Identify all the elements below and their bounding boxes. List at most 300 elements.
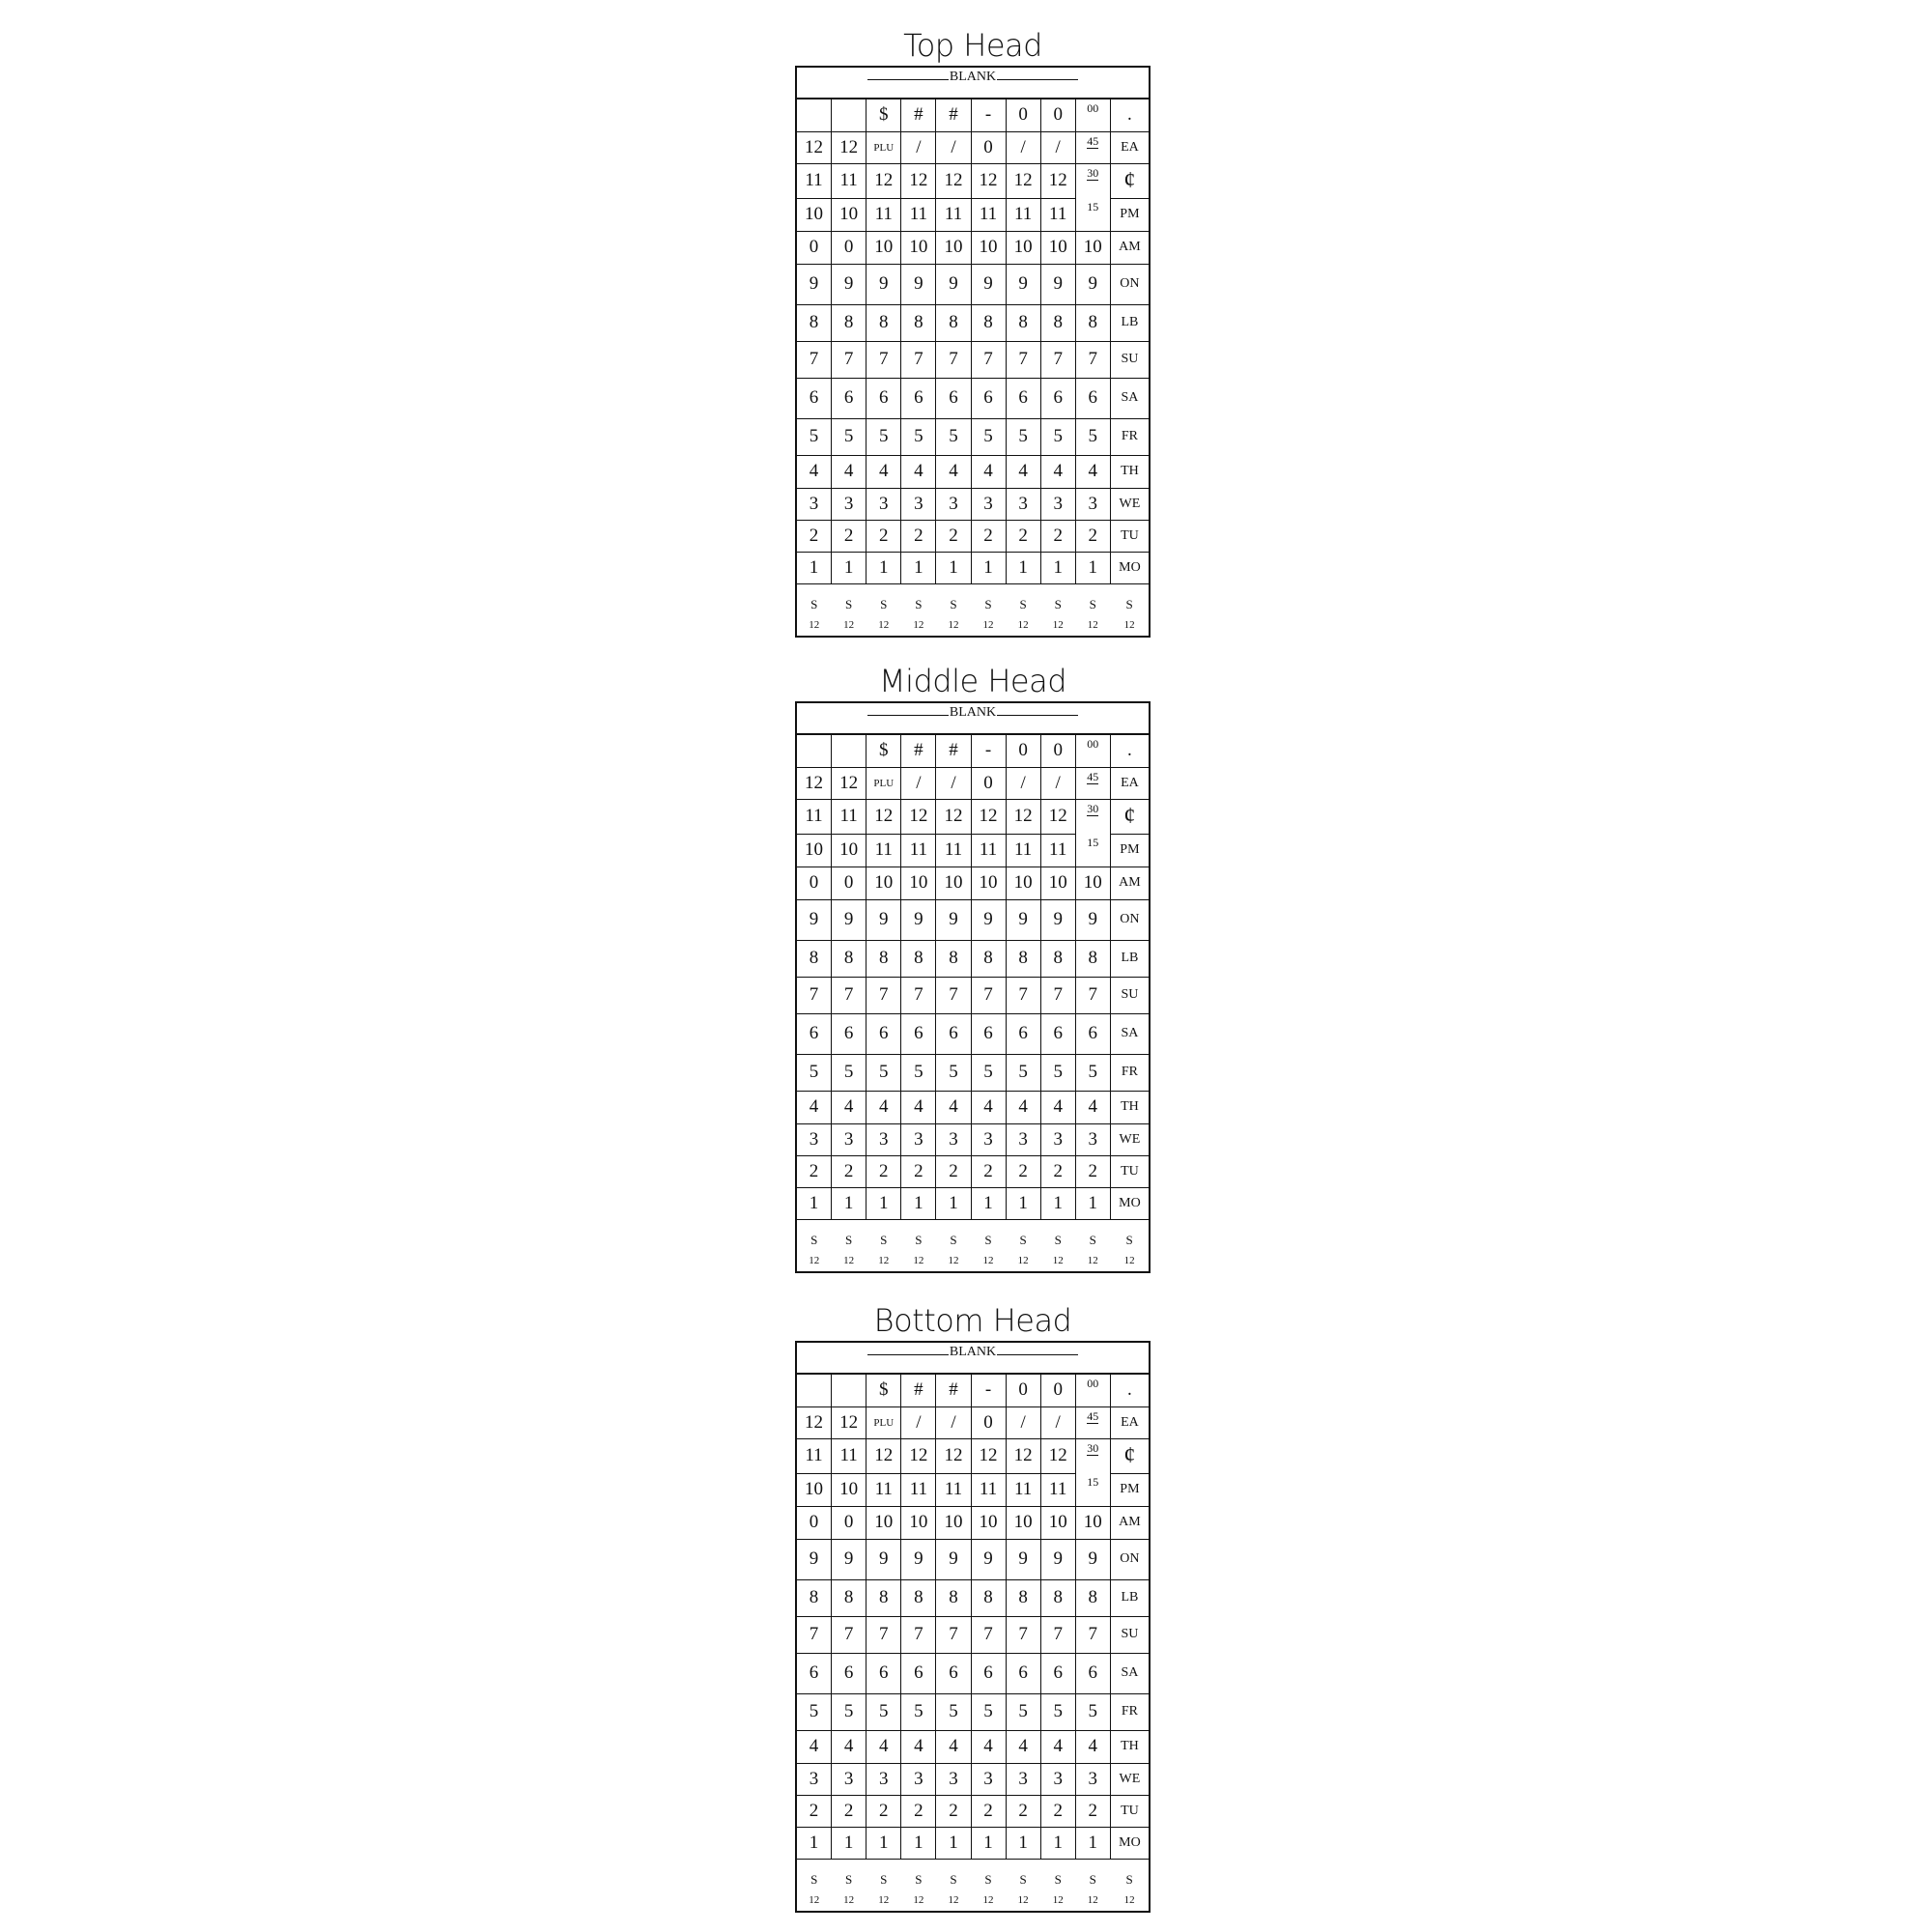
- key-cell: [971, 341, 1006, 378]
- key-cell: [832, 1187, 867, 1219]
- n-cell: 12: [1087, 1255, 1098, 1266]
- key-label: 8: [949, 1587, 958, 1607]
- key-cell: [1006, 867, 1040, 899]
- key-label: 4: [1053, 461, 1063, 481]
- key-cell: [971, 552, 1006, 583]
- key-label: /: [1055, 1411, 1061, 1433]
- key-label: 5: [1053, 1062, 1063, 1082]
- key-label: 11: [979, 204, 998, 224]
- key-label: 1: [1088, 1192, 1098, 1213]
- key-label: 8: [1088, 312, 1098, 332]
- s-cell: S: [1040, 1219, 1075, 1248]
- key-label: 1: [914, 556, 923, 578]
- key-cell: [936, 163, 971, 198]
- key-label: /: [1055, 136, 1061, 157]
- key-cell: [867, 1375, 901, 1406]
- key-cell: [832, 1091, 867, 1123]
- key-row: [797, 198, 1149, 231]
- key-cell: [797, 1506, 832, 1539]
- key-cell: [1075, 455, 1110, 488]
- key-cell: [971, 1795, 1006, 1827]
- key-label: 9: [983, 1548, 993, 1569]
- key-cell: [1006, 552, 1040, 583]
- key-label: 11: [805, 806, 823, 826]
- key-cell: [971, 867, 1006, 899]
- key-cell: [1075, 1539, 1110, 1579]
- key-label: 12: [1048, 1445, 1067, 1465]
- key-label: 8: [809, 1587, 819, 1607]
- key-cell: [867, 1730, 901, 1763]
- key-label: 11: [979, 1479, 998, 1499]
- key-cell: [832, 1375, 867, 1406]
- key-cell: [1006, 977, 1040, 1013]
- n-cell: 12: [1017, 619, 1029, 631]
- key-cell: [1040, 1506, 1075, 1539]
- key-row: [797, 735, 1149, 767]
- key-label: 12: [1048, 170, 1067, 190]
- key-cell: [1040, 552, 1075, 583]
- key-cell: [971, 231, 1006, 264]
- key-label: 6: [1053, 1662, 1063, 1683]
- key-label: 2: [914, 525, 923, 546]
- s-cell: S: [832, 1219, 867, 1248]
- key-cell: [797, 1579, 832, 1616]
- key-label: 9: [914, 1548, 923, 1569]
- key-label: 12: [909, 1445, 928, 1465]
- key-cell: [1006, 1795, 1040, 1827]
- key-label: 2: [809, 1800, 819, 1821]
- key-label: 7: [949, 1624, 958, 1644]
- key-cell: [1040, 1155, 1075, 1187]
- key-label: 11: [944, 1479, 963, 1499]
- key-cell: [1040, 1827, 1075, 1859]
- key-cell: [971, 1155, 1006, 1187]
- key-row: [797, 1539, 1149, 1579]
- key-label: 1: [843, 1832, 854, 1853]
- key-cell: [1006, 735, 1040, 767]
- s-cell: S: [1006, 1219, 1040, 1248]
- key-cell: [1006, 1123, 1040, 1155]
- key-label: 5: [843, 1701, 854, 1721]
- key-label: ¢: [1123, 803, 1136, 829]
- key-label: AM: [1119, 875, 1141, 890]
- key-label: 5: [843, 1062, 854, 1082]
- key-cell: [797, 767, 832, 799]
- key-cell: [1075, 341, 1110, 378]
- key-cell: [971, 1539, 1006, 1579]
- key-label: /: [951, 772, 956, 793]
- key-cell: [1006, 455, 1040, 488]
- key-label: 7: [983, 349, 993, 369]
- key-cell: [971, 899, 1006, 940]
- key-cell: [867, 488, 901, 520]
- key-label: 5: [879, 1701, 889, 1721]
- key-cell: [1075, 488, 1110, 520]
- key-label: $: [879, 104, 889, 126]
- key-cell: [936, 1375, 971, 1406]
- key-label: 1: [1018, 556, 1028, 578]
- key-cell: [1040, 1539, 1075, 1579]
- key-cell: [1006, 1616, 1040, 1653]
- key-label: 2: [843, 1800, 854, 1821]
- key-label: 3: [1053, 493, 1063, 514]
- key-label: 11: [1013, 839, 1033, 860]
- key-cell: [971, 1375, 1006, 1406]
- key-cell: [1110, 1653, 1149, 1693]
- key-label: 3: [1018, 493, 1028, 514]
- key-label: 4: [809, 461, 819, 481]
- key-label: 12: [839, 1411, 859, 1433]
- key-row: [797, 977, 1149, 1013]
- key-cell: [1040, 231, 1075, 264]
- key-label: 4: [914, 1096, 923, 1117]
- key-label: 8: [843, 312, 854, 332]
- key-label: 10: [1083, 872, 1102, 893]
- key-label: 10: [839, 839, 859, 860]
- key-cell: [1006, 198, 1040, 231]
- key-cell: [1110, 198, 1149, 231]
- key-cell: [1040, 735, 1075, 767]
- head-title: Top Head: [903, 27, 1042, 64]
- n-cell: 12: [843, 1255, 855, 1266]
- key-cell: [1006, 1406, 1040, 1438]
- key-cell: [1075, 799, 1110, 834]
- key-cell: [936, 455, 971, 488]
- key-label: 10: [839, 204, 859, 224]
- key-label: 10: [944, 872, 963, 893]
- key-cell: [901, 1827, 936, 1859]
- key-cell: [901, 1693, 936, 1730]
- key-label: 5: [1018, 1701, 1028, 1721]
- key-cell: [901, 1653, 936, 1693]
- key-cell: [1040, 867, 1075, 899]
- key-label: 1: [1053, 1832, 1063, 1853]
- key-cell: [867, 552, 901, 583]
- key-cell: [901, 198, 936, 231]
- key-cell: [797, 378, 832, 418]
- key-cell: [797, 488, 832, 520]
- key-label: 8: [1018, 1587, 1028, 1607]
- key-label: 7: [914, 1624, 923, 1644]
- key-row: [797, 834, 1149, 867]
- s-cell: S: [867, 583, 901, 612]
- key-cell: [797, 1123, 832, 1155]
- key-cell: [867, 1539, 901, 1579]
- key-cell: [971, 418, 1006, 455]
- key-cell: [797, 834, 832, 867]
- key-cell: [832, 488, 867, 520]
- key-label: 6: [1018, 1662, 1028, 1683]
- key-cell: [797, 552, 832, 583]
- key-cell: [971, 1616, 1006, 1653]
- key-cell: [1075, 1506, 1110, 1539]
- key-label: 11: [874, 839, 893, 860]
- head-block: [795, 17, 1151, 638]
- key-row: [797, 418, 1149, 455]
- key-label: MO: [1119, 1834, 1141, 1850]
- key-cell: [1006, 1438, 1040, 1473]
- key-label: 11: [839, 806, 858, 826]
- s-cell: S: [867, 1859, 901, 1888]
- key-cell: [1006, 341, 1040, 378]
- n-cell: 12: [878, 1255, 890, 1266]
- key-label: /: [1020, 772, 1026, 793]
- key-label: 12: [874, 170, 894, 190]
- n-cell: 12: [913, 1255, 924, 1266]
- key-cell: [832, 378, 867, 418]
- key-cell: [901, 1123, 936, 1155]
- key-cell: [832, 977, 867, 1013]
- key-label: 3: [879, 1128, 889, 1150]
- key-cell: [901, 1375, 936, 1406]
- key-row: [797, 1473, 1149, 1506]
- key-cell: [936, 264, 971, 304]
- key-label: -: [984, 740, 992, 761]
- key-cell: [1075, 1375, 1110, 1406]
- key-cell: [901, 799, 936, 834]
- key-cell: [867, 264, 901, 304]
- key-label: 9: [1053, 909, 1063, 929]
- key-label: 8: [914, 1587, 923, 1607]
- key-row: [797, 304, 1149, 341]
- key-cell: [1110, 1827, 1149, 1859]
- key-cell: [971, 198, 1006, 231]
- key-cell: [971, 1013, 1006, 1054]
- s-cell: S: [832, 1859, 867, 1888]
- key-label: 4: [843, 461, 854, 481]
- key-label: 7: [879, 984, 889, 1005]
- key-cell: [832, 1795, 867, 1827]
- key-cell: [971, 520, 1006, 552]
- key-label: 30: [1087, 801, 1099, 815]
- key-cell: [1006, 1473, 1040, 1506]
- key-label: 0: [843, 1512, 854, 1532]
- key-cell: [936, 1730, 971, 1763]
- key-cell: [797, 1827, 832, 1859]
- key-cell: [797, 899, 832, 940]
- key-label: 6: [809, 1662, 819, 1683]
- key-label: 3: [1018, 1768, 1028, 1789]
- key-label: 10: [874, 237, 894, 257]
- key-label: 3: [1088, 1128, 1098, 1150]
- blank-row: [797, 68, 1149, 99]
- key-cell: [1075, 1155, 1110, 1187]
- key-label: 10: [874, 872, 894, 893]
- key-row: [797, 1187, 1149, 1219]
- key-label: 1: [879, 1192, 889, 1213]
- key-label: 3: [1053, 1768, 1063, 1789]
- s-cell: S: [1075, 1219, 1110, 1248]
- blank-underline: [867, 70, 949, 80]
- key-cell: [1006, 1579, 1040, 1616]
- key-grid: [795, 701, 1151, 1273]
- n-cell: 12: [1087, 1894, 1098, 1906]
- key-cell: [936, 1054, 971, 1091]
- key-row: [797, 231, 1149, 264]
- key-cell: [1110, 799, 1149, 834]
- key-cell: [1075, 735, 1110, 767]
- key-cell: [936, 231, 971, 264]
- key-label: ON: [1120, 276, 1140, 291]
- key-label: 1: [983, 1832, 993, 1853]
- key-row: [797, 867, 1149, 899]
- key-cell: [971, 99, 1006, 131]
- key-cell: [1006, 304, 1040, 341]
- blank-row: [797, 703, 1149, 735]
- key-label: 3: [949, 1768, 958, 1789]
- key-cell: [901, 1438, 936, 1473]
- key-cell: [936, 418, 971, 455]
- key-cell: [936, 1473, 971, 1506]
- key-label: EA: [1121, 1414, 1139, 1430]
- key-label: $: [879, 740, 889, 761]
- key-cell: [797, 455, 832, 488]
- key-label: 3: [914, 493, 923, 514]
- key-cell: [1040, 1473, 1075, 1506]
- n-cell: 12: [1017, 1255, 1029, 1266]
- key-label: 12: [979, 170, 998, 190]
- key-label: 15: [1087, 836, 1099, 849]
- key-label: 7: [983, 984, 993, 1005]
- key-cell: [797, 198, 832, 231]
- key-cell: [832, 1054, 867, 1091]
- key-cell: [797, 231, 832, 264]
- key-cell: [832, 1438, 867, 1473]
- key-label: 6: [949, 387, 958, 408]
- key-label: 4: [983, 1096, 993, 1117]
- key-cell: [1040, 1730, 1075, 1763]
- key-cell: [971, 1579, 1006, 1616]
- n-cell: 12: [809, 619, 820, 631]
- key-label: 0: [1053, 104, 1063, 126]
- key-cell: [1075, 1616, 1110, 1653]
- s-cell: S: [1006, 1859, 1040, 1888]
- key-label: 11: [1049, 839, 1067, 860]
- key-cell: [971, 378, 1006, 418]
- key-label: 1: [809, 556, 819, 578]
- key-label: 10: [944, 1512, 963, 1532]
- key-label: 0: [809, 1512, 819, 1532]
- key-label: 3: [843, 493, 854, 514]
- key-label: 8: [1053, 1587, 1063, 1607]
- key-label: 3: [809, 1768, 819, 1789]
- key-cell: [867, 799, 901, 834]
- key-label: 1: [1088, 1832, 1098, 1853]
- key-label: 8: [809, 312, 819, 332]
- key-label: 2: [983, 1160, 993, 1181]
- key-label: 4: [1053, 1096, 1063, 1117]
- key-label: 6: [879, 387, 889, 408]
- key-cell: [936, 1506, 971, 1539]
- key-cell: [936, 99, 971, 131]
- key-row: [797, 1506, 1149, 1539]
- key-cell: [832, 520, 867, 552]
- key-cell: [1075, 1473, 1110, 1506]
- key-label: 7: [1053, 984, 1063, 1005]
- key-row: [797, 99, 1149, 131]
- key-label: 11: [1049, 1479, 1067, 1499]
- key-cell: [936, 488, 971, 520]
- s-cell: S: [797, 1859, 832, 1888]
- key-cell: [797, 1187, 832, 1219]
- n-cell: 12: [982, 1255, 994, 1266]
- key-label: #: [914, 104, 923, 126]
- key-label: 7: [1053, 349, 1063, 369]
- key-cell: [901, 264, 936, 304]
- key-label: 6: [879, 1662, 889, 1683]
- key-label: 15: [1087, 1475, 1099, 1489]
- key-label: 9: [914, 909, 923, 929]
- key-label: 0: [1018, 740, 1028, 761]
- key-cell: [1075, 264, 1110, 304]
- key-label: 6: [843, 1023, 854, 1043]
- key-cell: [936, 1438, 971, 1473]
- key-label: 4: [879, 1096, 889, 1117]
- key-cell: [832, 341, 867, 378]
- key-cell: [901, 735, 936, 767]
- key-row: [797, 341, 1149, 378]
- key-row: [797, 767, 1149, 799]
- key-label: 11: [1049, 204, 1067, 224]
- n-cell: 12: [843, 1894, 855, 1906]
- key-cell: [867, 1473, 901, 1506]
- key-label: 12: [805, 136, 824, 157]
- key-label: WE: [1119, 1131, 1141, 1147]
- key-label: 4: [879, 1736, 889, 1756]
- key-label: TH: [1121, 464, 1139, 478]
- key-label: 9: [1018, 1548, 1028, 1569]
- blank-underline: [867, 1345, 949, 1355]
- key-label: 0: [983, 772, 993, 793]
- key-label: 10: [909, 872, 928, 893]
- key-label: PLU: [873, 1416, 895, 1429]
- key-label: 2: [1088, 1160, 1098, 1181]
- key-label: 3: [949, 1128, 958, 1150]
- key-label: 8: [949, 312, 958, 332]
- key-label: 4: [914, 461, 923, 481]
- key-cell: [901, 1013, 936, 1054]
- key-cell: [901, 455, 936, 488]
- key-cell: [1075, 378, 1110, 418]
- key-label: 5: [949, 426, 958, 446]
- key-label: 7: [1088, 349, 1098, 369]
- key-label: 4: [1088, 1096, 1098, 1117]
- key-label: 1: [1053, 1192, 1063, 1213]
- key-label: 1: [1053, 556, 1063, 578]
- key-row: [797, 1730, 1149, 1763]
- key-label: 12: [874, 1445, 894, 1465]
- key-label: PLU: [873, 141, 895, 154]
- key-cell: [1075, 1730, 1110, 1763]
- key-label: #: [949, 1379, 958, 1401]
- key-label: AM: [1119, 1515, 1141, 1529]
- n-cell: 12: [1123, 1255, 1135, 1266]
- key-label: 9: [1018, 273, 1028, 294]
- key-cell: [797, 1155, 832, 1187]
- key-cell: [971, 264, 1006, 304]
- key-cell: [901, 1579, 936, 1616]
- key-cell: [1110, 1795, 1149, 1827]
- key-label: 1: [949, 1192, 958, 1213]
- key-cell: [971, 455, 1006, 488]
- key-label: FR: [1121, 429, 1138, 443]
- key-label: 2: [1088, 1800, 1098, 1821]
- key-label: 00: [1087, 737, 1099, 751]
- key-label: 4: [809, 1096, 819, 1117]
- key-cell: [1110, 1506, 1149, 1539]
- key-cell: [797, 1653, 832, 1693]
- key-cell: [901, 977, 936, 1013]
